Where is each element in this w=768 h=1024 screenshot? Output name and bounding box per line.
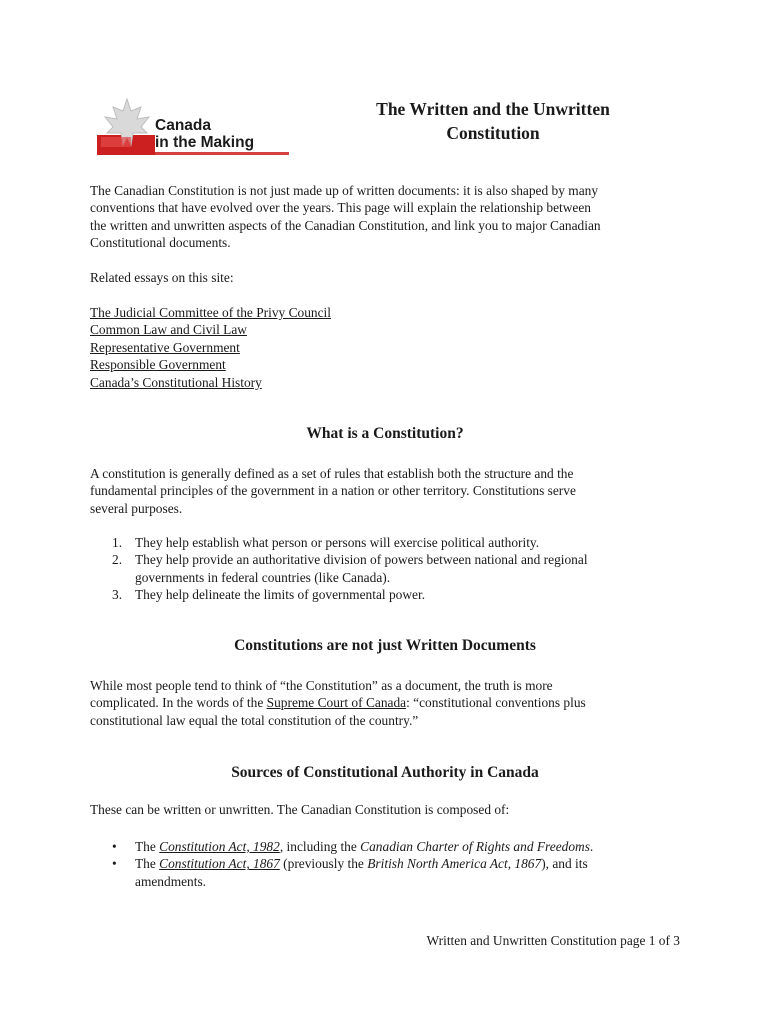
text-run: (previously the	[279, 856, 368, 872]
intro-paragraph	[90, 182, 680, 252]
list-number: 2.	[112, 552, 123, 568]
section2-line: constitutional law equal the total constitution of the country.”	[90, 712, 419, 728]
link-text: Constitution Act, 1982	[159, 839, 280, 854]
page-footer: Written and Unwritten Constitution page 1 of 3	[426, 933, 680, 948]
list-item-text	[135, 855, 680, 872]
section2-line: While most people tend to think of “the Constitution” as a document, the truth is more	[90, 678, 553, 693]
logo-line-2: in the Making	[155, 134, 255, 151]
text-run: The	[135, 856, 160, 872]
bullet-icon: •	[112, 856, 117, 872]
related-essays-links	[90, 304, 680, 391]
section1-paragraph	[90, 465, 680, 517]
intro-line: the written and unwritten aspects of the Canadian Constitution, and link you to major Canadian	[90, 217, 601, 233]
section1-line: several purposes.	[90, 500, 183, 516]
list-item	[90, 551, 680, 586]
bullet-icon: •	[112, 839, 117, 854]
link-constitution-act-1982[interactable]	[159, 839, 280, 854]
list-item	[90, 855, 680, 890]
text-run: , including the	[279, 839, 361, 854]
link-representative-government[interactable]: Representative Government	[90, 339, 240, 355]
related-essays-label	[90, 269, 680, 286]
link-constitution-act-1867[interactable]	[159, 856, 280, 871]
link-supreme-court[interactable]: Supreme Court of Canada	[266, 695, 407, 711]
section1-line: A constitution is generally defined as a set of rules that establish both the structure and the	[90, 466, 574, 481]
link-responsible-government[interactable]: Responsible Government	[90, 357, 226, 373]
list-number: 3.	[112, 587, 123, 603]
logo-wordmark	[155, 117, 254, 151]
section1-line: fundamental principles of the government in a nation or other territory. Constitutions serve	[90, 483, 576, 499]
heading-sources-authority: Sources of Constitutional Authority in Canada	[231, 764, 539, 781]
text-run: complicated. In the words of the	[90, 695, 267, 711]
section3-intro	[90, 801, 680, 818]
text-run: : “constitutional conventions plus	[406, 695, 586, 711]
text-run: ), and its	[541, 856, 588, 872]
list-item	[90, 534, 680, 551]
text-run: The	[135, 839, 160, 854]
purposes-list	[90, 534, 680, 604]
list-item	[90, 838, 680, 855]
link-text: Constitution Act, 1867	[159, 856, 280, 872]
bna-act-title: British North America Act, 1867	[367, 856, 542, 872]
sources-list	[90, 838, 680, 890]
intro-line: The Canadian Constitution is not just made up of written documents: it is also shaped by many	[90, 183, 599, 198]
list-item-text: governments in federal countries (like Canada).	[135, 569, 391, 585]
section2-paragraph	[90, 677, 680, 729]
title-line-1: The Written and the Unwritten	[376, 99, 610, 119]
heading-not-just-written: Constitutions are not just Written Documents	[234, 637, 536, 654]
text-run: .	[589, 839, 594, 854]
list-item-text: They help provide an authoritative division of powers between national and regional	[135, 552, 588, 568]
related-label-text: Related essays on this site:	[90, 270, 234, 285]
intro-line: conventions that have evolved over the years. This page will explain the relationship between	[90, 200, 592, 216]
section3-intro-text: These can be written or unwritten. The Canadian Constitution is composed of:	[90, 802, 510, 817]
link-constitutional-history[interactable]: Canada’s Constitutional History	[90, 374, 262, 390]
section2-line	[90, 694, 680, 711]
heading-what-is-constitution: What is a Constitution?	[306, 425, 464, 442]
link-judicial-committee[interactable]: The Judicial Committee of the Privy Council	[90, 305, 331, 320]
title-line-2: Constitution	[446, 122, 540, 143]
list-item-text	[135, 838, 680, 855]
list-item-text: amendments.	[135, 873, 207, 889]
list-item-text: They help establish what person or persons will exercise political authority.	[135, 535, 540, 550]
list-item-text: They help delineate the limits of governmental power.	[135, 587, 426, 603]
canada-in-the-making-logo	[97, 97, 289, 157]
logo-line-1: Canada	[155, 117, 211, 134]
link-common-law-civil-law[interactable]: Common Law and Civil Law	[90, 322, 247, 338]
intro-line: Constitutional documents.	[90, 235, 231, 251]
charter-title: Canadian Charter of Rights and Freedoms	[360, 839, 590, 854]
page-title	[330, 98, 656, 145]
list-number: 1.	[112, 535, 123, 550]
list-item	[90, 586, 680, 603]
